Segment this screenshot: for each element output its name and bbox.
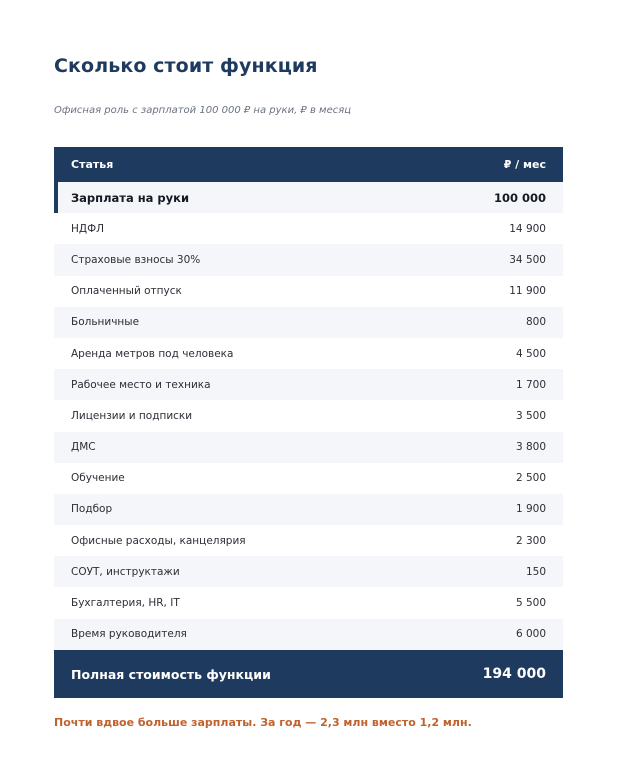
page-title: Сколько стоит функция	[54, 55, 318, 77]
row-label: ДМС	[71, 441, 96, 454]
row-label: Оплаченный отпуск	[71, 285, 182, 298]
row-value: 2 300	[515, 534, 546, 547]
table-row	[54, 338, 563, 369]
column-header-item: Статья	[71, 158, 114, 171]
row-label: Рабочее место и техника	[71, 378, 211, 391]
row-value: 3 500	[515, 409, 546, 422]
row-value: 3 800	[515, 441, 546, 454]
table-row	[54, 556, 563, 587]
footnote: Почти вдвое больше зарплаты. За год — 2,3 млн вместо 1,2 млн.	[54, 716, 472, 729]
table-row	[54, 525, 563, 556]
row-value: 800	[525, 316, 546, 329]
table-row	[54, 463, 563, 494]
row-label: Подбор	[71, 503, 113, 516]
row-value: 11 900	[509, 285, 546, 298]
table-row	[54, 400, 563, 431]
page-subtitle: Офисная роль с зарплатой 100 000 ₽ на руки, ₽ в месяц	[54, 105, 352, 116]
row-label: НДФЛ	[71, 222, 105, 235]
row-value: 14 900	[509, 222, 546, 235]
row-value: 4 500	[515, 347, 546, 360]
row-value: 1 700	[515, 378, 546, 391]
row-label: Лицензии и подписки	[71, 409, 193, 422]
row-value: 5 500	[515, 597, 546, 610]
table-header	[54, 147, 563, 182]
table-row	[54, 244, 563, 275]
row-label: СОУТ, инструктажи	[71, 565, 180, 578]
total-value: 194 000	[482, 666, 546, 682]
row-label: Офисные расходы, канцелярия	[71, 534, 246, 547]
table-row	[54, 213, 563, 244]
row-value: 150	[525, 565, 546, 578]
row-label: Время руководителя	[71, 628, 187, 641]
total-label: Полная стоимость функции	[71, 666, 271, 682]
column-header-amount: ₽ / мес	[503, 158, 546, 171]
table-row	[54, 369, 563, 400]
row-label: Зарплата на руки	[71, 190, 190, 205]
table-row	[54, 276, 563, 307]
table-row	[54, 619, 563, 650]
row-label: Бухгалтерия, HR, IT	[71, 597, 180, 610]
row-value: 6 000	[515, 628, 546, 641]
table-row	[54, 307, 563, 338]
row-label: Страховые взносы 30%	[71, 253, 201, 266]
table-row	[54, 494, 563, 525]
row-label: Обучение	[71, 472, 125, 485]
table-row-salary	[54, 182, 563, 213]
row-label: Больничные	[71, 316, 140, 329]
row-value: 34 500	[509, 253, 546, 266]
table-row	[54, 587, 563, 618]
total-row	[54, 650, 563, 698]
row-value: 1 900	[515, 503, 546, 516]
table-row	[54, 432, 563, 463]
row-value: 2 500	[515, 472, 546, 485]
row-label: Аренда метров под человека	[71, 347, 234, 360]
cost-table	[54, 147, 563, 650]
row-value: 100 000	[493, 190, 546, 205]
